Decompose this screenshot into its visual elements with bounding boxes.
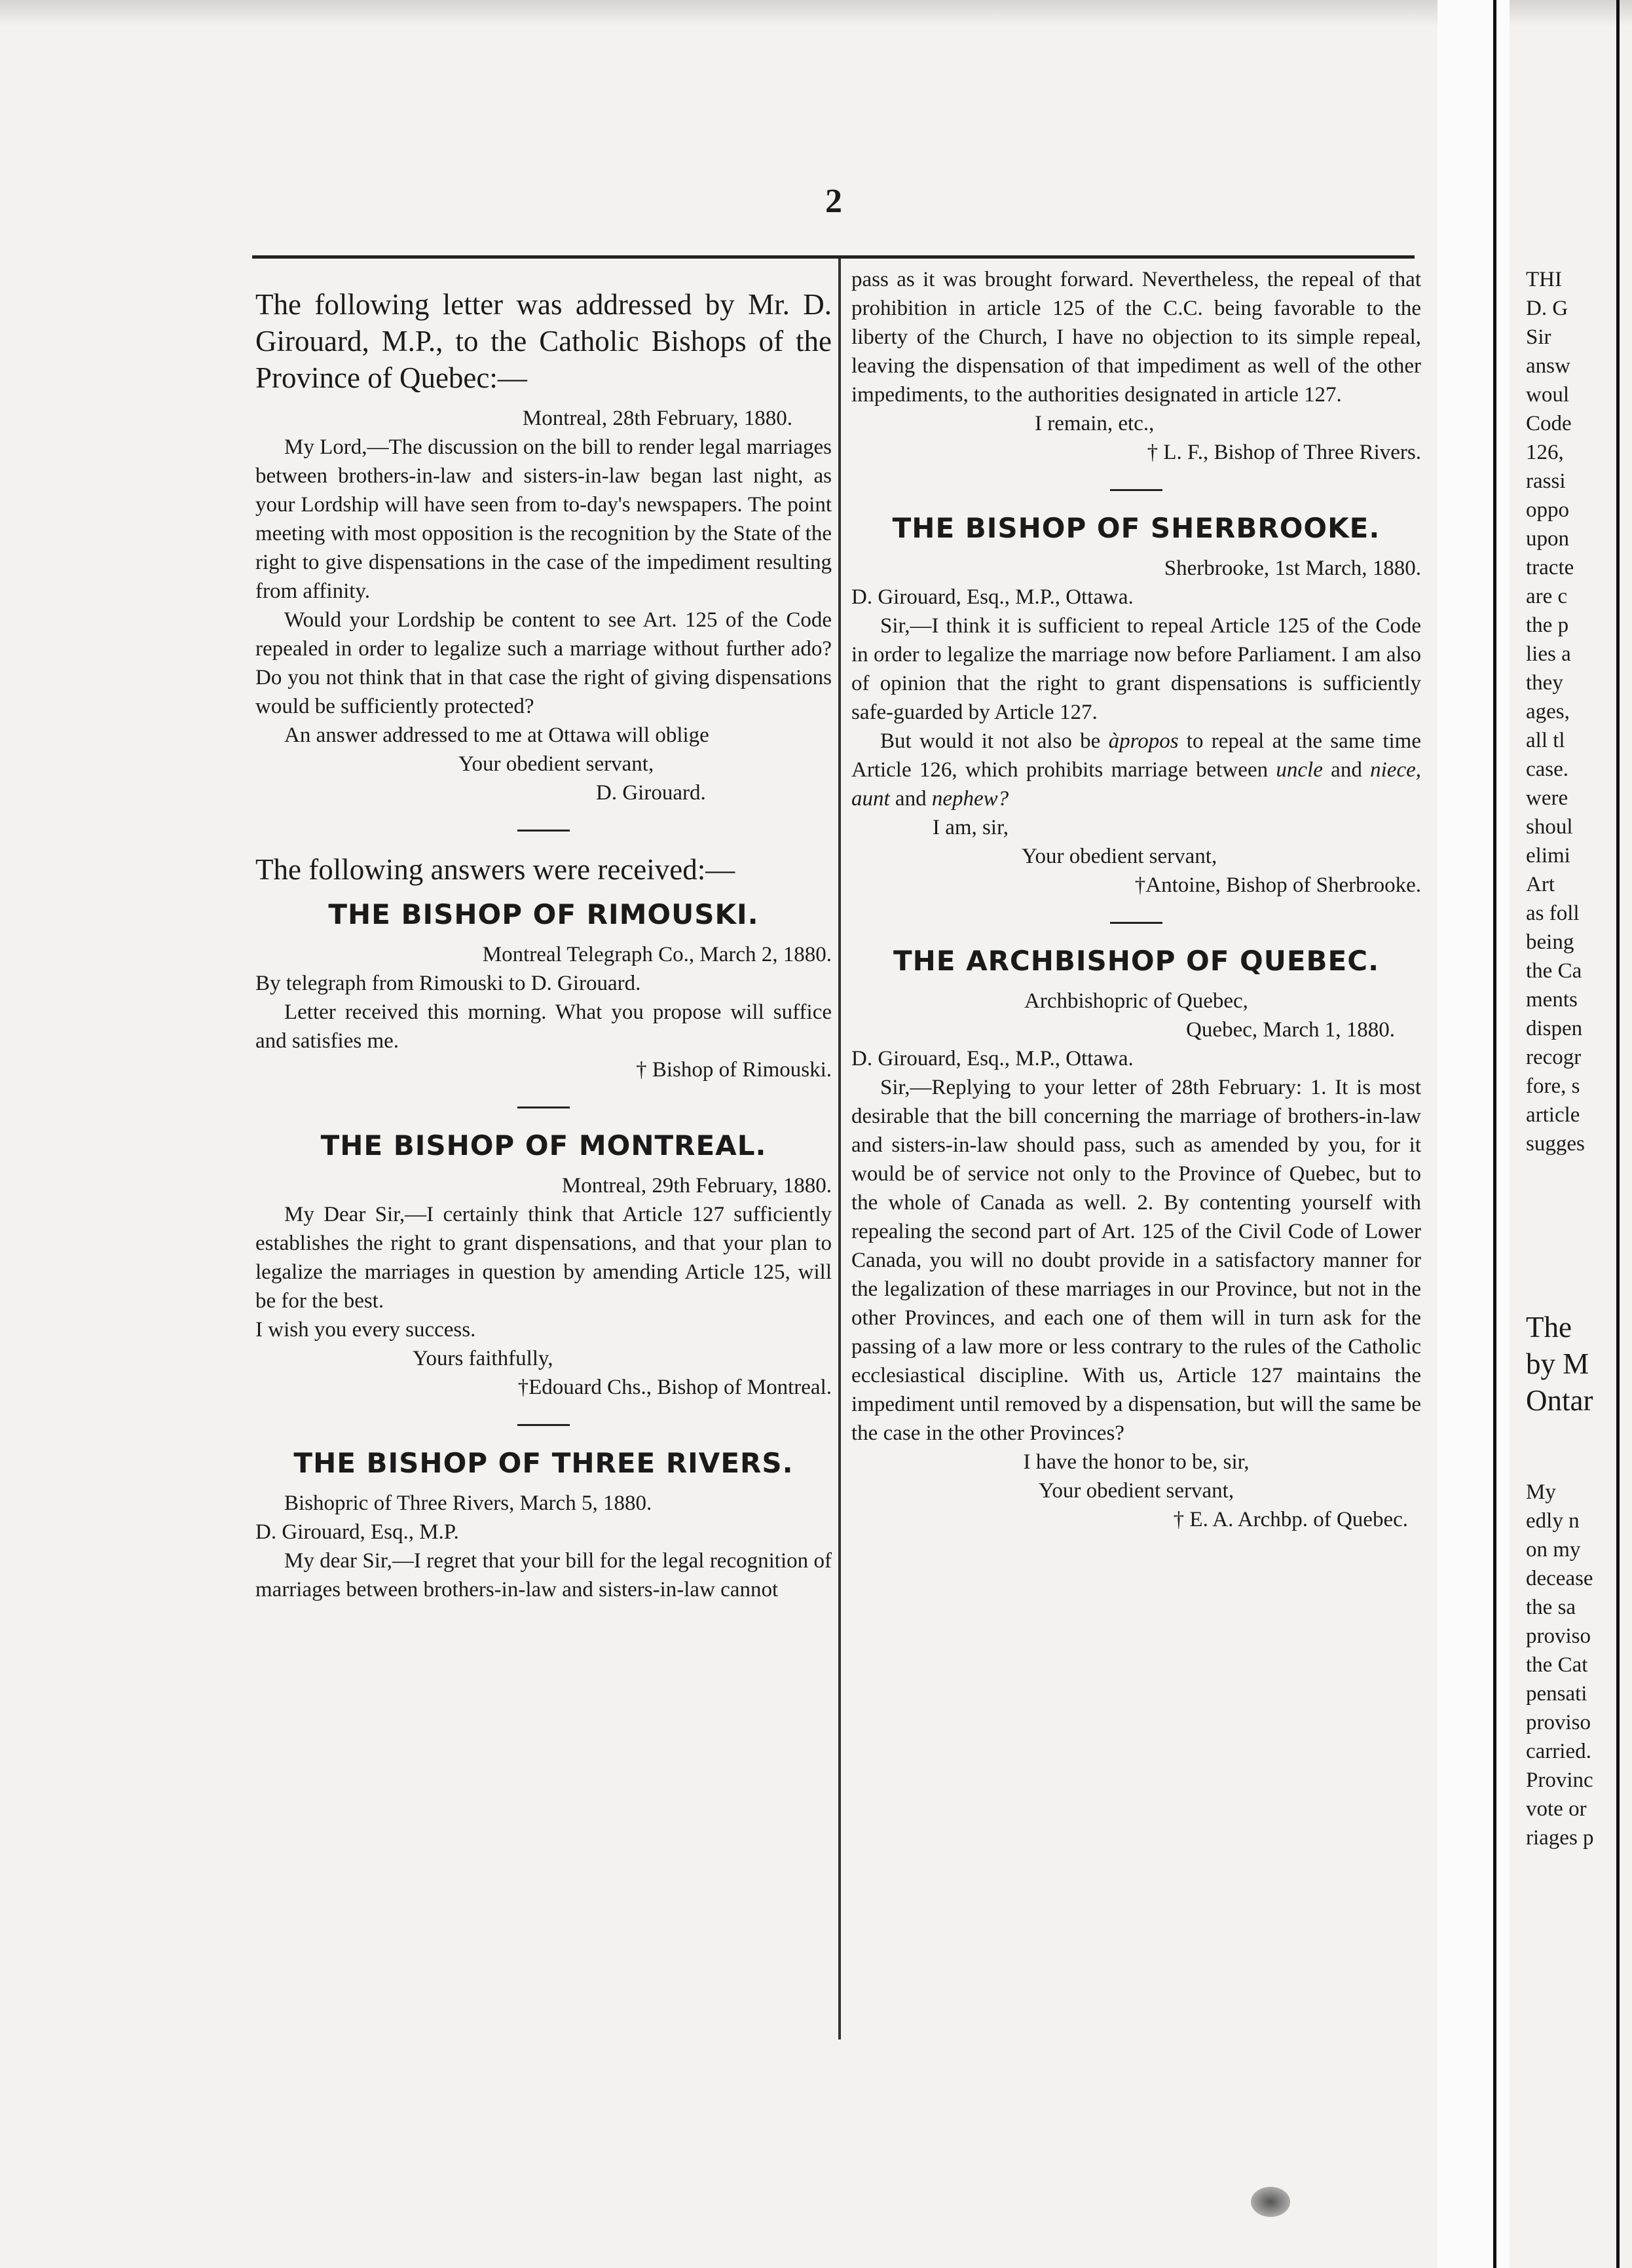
cutoff-line: the Ca <box>1526 959 1582 983</box>
sherbrooke-dateline: Sherbrooke, 1st March, 1880. <box>1164 557 1421 580</box>
cutoff-line: shoul <box>1526 815 1573 839</box>
separator <box>517 830 570 832</box>
separator <box>1110 489 1162 491</box>
letter-signature: D. Girouard. <box>596 781 706 805</box>
cutoff-line: proviso <box>1526 1711 1591 1734</box>
cutoff-line: recogr <box>1526 1046 1582 1069</box>
cutoff-line: decease <box>1526 1567 1593 1590</box>
cutoff-line: THI <box>1526 268 1562 291</box>
cutoff-line: as foll <box>1526 902 1580 925</box>
ink-blot <box>1251 2187 1290 2217</box>
page-gutter <box>1437 0 1510 2268</box>
quebec-dateline-1: Archbishopric of Quebec, <box>1024 989 1248 1013</box>
montreal-closing: Yours faithfully, <box>413 1347 553 1370</box>
cutoff-line: oppo <box>1526 498 1569 522</box>
cutoff-line: pensati <box>1526 1682 1587 1706</box>
column-middle <box>851 265 1421 1534</box>
cutoff-line: fore, s <box>1526 1074 1580 1098</box>
letter-paragraph-2: Would your Lordship be content to see Art. 125 of the Code repealed in order to legalize such a marriage without further ado? Do you not think that in that case the right of giving dispensations would be sufficiently protected? <box>255 608 832 718</box>
cutoff-line: they <box>1526 671 1563 695</box>
cutoff-gap-2 <box>1526 1419 1611 1478</box>
cutoff-line: sugges <box>1526 1132 1585 1156</box>
cutoff-line: on my <box>1526 1538 1581 1562</box>
separator <box>517 1424 570 1426</box>
cutoff-line: Sir <box>1526 325 1551 349</box>
cutoff-line: rassi <box>1526 469 1566 493</box>
heading-quebec: THE ARCHBISHOP OF QUEBEC. <box>893 945 1380 977</box>
cutoff-line: carried. <box>1526 1740 1591 1763</box>
cutoff-line: woul <box>1526 383 1569 407</box>
rimouski-signature: † Bishop of Rimouski. <box>636 1058 832 1082</box>
cutoff-line: lies a <box>1526 642 1571 666</box>
letter-dateline: Montreal, 28th February, 1880. <box>522 407 792 430</box>
cutoff-line: tracte <box>1526 556 1574 579</box>
cutoff-line: My <box>1526 1480 1556 1504</box>
right-edge-line <box>1616 0 1620 2268</box>
heading-rimouski: THE BISHOP OF RIMOUSKI. <box>328 898 759 930</box>
letter-paragraph-1: My Lord,—The discussion on the bill to render legal marriages between brothers-in-law and sisters-in-law began last night, as your Lordship will have seen from to-day's newspapers. The point meeting with most opposition is the recognition by the State of the right to give dispensations in the case of the impediment resulting from affinity. <box>255 435 832 603</box>
cutoff-line: 126, <box>1526 441 1564 464</box>
cutoff-line: are c <box>1526 585 1568 608</box>
cutoff-line: D. G <box>1526 297 1568 320</box>
cutoff-line: the p <box>1526 613 1569 637</box>
cutoff-line: were <box>1526 786 1568 810</box>
cutoff-line: ments <box>1526 988 1578 1012</box>
rimouski-body: Letter received this morning. What you propose will suffice and satisfies me. <box>255 1000 832 1053</box>
cutoff-line: Provinc <box>1526 1768 1593 1792</box>
quebec-closing-2: Your obedient servant, <box>1038 1479 1234 1503</box>
quebec-addressee: D. Girouard, Esq., M.P., Ottawa. <box>851 1047 1134 1070</box>
cutoff-gap <box>1526 1158 1611 1309</box>
cutoff-line: Code <box>1526 412 1572 435</box>
cutoff-line: Art <box>1526 873 1555 896</box>
cutoff-line: proviso <box>1526 1624 1591 1648</box>
montreal-dateline: Montreal, 29th February, 1880. <box>561 1174 832 1198</box>
cutoff-line: dispen <box>1526 1017 1583 1040</box>
sherbrooke-closing-2: Your obedient servant, <box>1022 845 1217 868</box>
separator <box>517 1107 570 1108</box>
cutoff-line: the Cat <box>1526 1653 1588 1677</box>
rimouski-dateline: Montreal Telegraph Co., March 2, 1880. <box>482 943 832 966</box>
sherbrooke-paragraph-2: But would it not also be àpropos to repeal at the same time Article 126, which prohibits marriage between uncle and niece, aunt and nephew? <box>851 729 1421 811</box>
separator <box>1110 922 1162 924</box>
quebec-dateline-2: Quebec, March 1, 1880. <box>1186 1018 1395 1042</box>
gutter-line <box>1493 0 1496 2268</box>
cutoff-lines-heading <box>1526 1309 1611 1419</box>
cutoff-line: ages, <box>1526 700 1570 723</box>
cutoff-line: edly n <box>1526 1509 1580 1533</box>
cutoff-lines-top <box>1526 265 1611 1158</box>
cutoff-line: vote or <box>1526 1797 1587 1821</box>
three-rivers-body-start: My dear Sir,—I regret that your bill for the legal recognition of marriages between brothers-in-law and sisters-in-law cannot <box>255 1549 832 1601</box>
top-rule <box>252 255 1415 259</box>
cutoff-line: being <box>1526 930 1574 954</box>
page-top-shadow <box>0 0 1632 26</box>
three-rivers-body-cont: pass as it was brought forward. Nevertheless, the repeal of that prohibition in article 125 of the C.C. being favorable to the liberty of the Church, I have no objection to its simple repeal, leaving the dispensation of that impediment as well of the other impediments, to the authorities designated in article 127. <box>851 268 1421 407</box>
quebec-signature: † E. A. Archbp. of Quebec. <box>1173 1508 1408 1531</box>
cutoff-line: by M <box>1526 1347 1589 1380</box>
montreal-signature: †Edouard Chs., Bishop of Montreal. <box>517 1376 832 1399</box>
column-divider <box>838 259 841 2039</box>
cutoff-line: upon <box>1526 527 1569 551</box>
cutoff-line: elimi <box>1526 844 1570 868</box>
montreal-wish: I wish you every success. <box>255 1318 476 1342</box>
sherbrooke-paragraph-1: Sir,—I think it is sufficient to repeal Article 125 of the Code in order to legalize the marriage now before Parliament. I am also of opinion that the right to grant dispensations is sufficiently safe-guarded by Article 127. <box>851 614 1421 724</box>
answers-intro: The following answers were received:— <box>255 853 735 886</box>
cutoff-line: The <box>1526 1311 1572 1344</box>
three-rivers-dateline: Bishopric of Three Rivers, March 5, 1880. <box>284 1491 652 1515</box>
heading-montreal: THE BISHOP OF MONTREAL. <box>320 1129 767 1161</box>
intro-text: The following letter was addressed by Mr. D. Girouard, M.P., to the Catholic Bishops of the Province of Quebec:— <box>255 288 832 394</box>
sherbrooke-addressee: D. Girouard, Esq., M.P., Ottawa. <box>851 585 1134 609</box>
heading-sherbrooke: THE BISHOP OF SHERBROOKE. <box>892 512 1381 544</box>
letter-paragraph-3: An answer addressed to me at Ottawa will oblige <box>284 723 709 747</box>
three-rivers-signature: † L. F., Bishop of Three Rivers. <box>1147 441 1421 464</box>
quebec-body: Sir,—Replying to your letter of 28th February: 1. It is most desirable that the bill concerning the marriage of brothers-in-law and sisters-in-law should pass, such as amended by you, for it would be of service not only to the Province of Quebec, but to the whole of Canada as well. 2. By contenting yourself with repealing the second part of Art. 125 of the Civil Code of Lower Canada, you will no doubt provide in a satisfactory manner for the legalization of these marriages in our Province, but not in the other Provinces, and each one of them will in turn ask for the passing of a law more or less contrary to the rules of the Catholic ecclesiastical discipline. With us, Article 127 maintains the impediment until removed by a dispensation, but will the same be the case in the other Provinces? <box>851 1076 1421 1445</box>
cutoff-lines-bottom <box>1526 1478 1611 1852</box>
montreal-body: My Dear Sir,—I certainly think that Article 127 sufficiently establishes the right to grant dispensations, and that your plan to legalize the marriages in question by amending Article 125, will be for the best. <box>255 1203 832 1313</box>
letter-closing: Your obedient servant, <box>458 752 654 776</box>
three-rivers-addressee: D. Girouard, Esq., M.P. <box>255 1520 459 1544</box>
cutoff-line: the sa <box>1526 1596 1576 1619</box>
cutoff-line: riages p <box>1526 1826 1594 1850</box>
column-left <box>255 265 832 1604</box>
sherbrooke-closing-1: I am, sir, <box>933 816 1009 839</box>
cutoff-line: Ontar <box>1526 1384 1593 1417</box>
cutoff-line: article <box>1526 1103 1580 1127</box>
cutoff-line: all tl <box>1526 729 1565 752</box>
heading-three-rivers: THE BISHOP OF THREE RIVERS. <box>293 1447 794 1479</box>
cutoff-line: case. <box>1526 758 1569 781</box>
cutoff-line: answ <box>1526 354 1570 378</box>
column-right-cutoff <box>1526 265 1611 1852</box>
quebec-closing-1: I have the honor to be, sir, <box>1023 1450 1250 1474</box>
rimouski-via: By telegraph from Rimouski to D. Girouard. <box>255 972 641 995</box>
three-rivers-closing: I remain, etc., <box>1035 412 1155 435</box>
page-number: 2 <box>825 183 842 220</box>
sherbrooke-signature: †Antoine, Bishop of Sherbrooke. <box>1134 873 1421 897</box>
